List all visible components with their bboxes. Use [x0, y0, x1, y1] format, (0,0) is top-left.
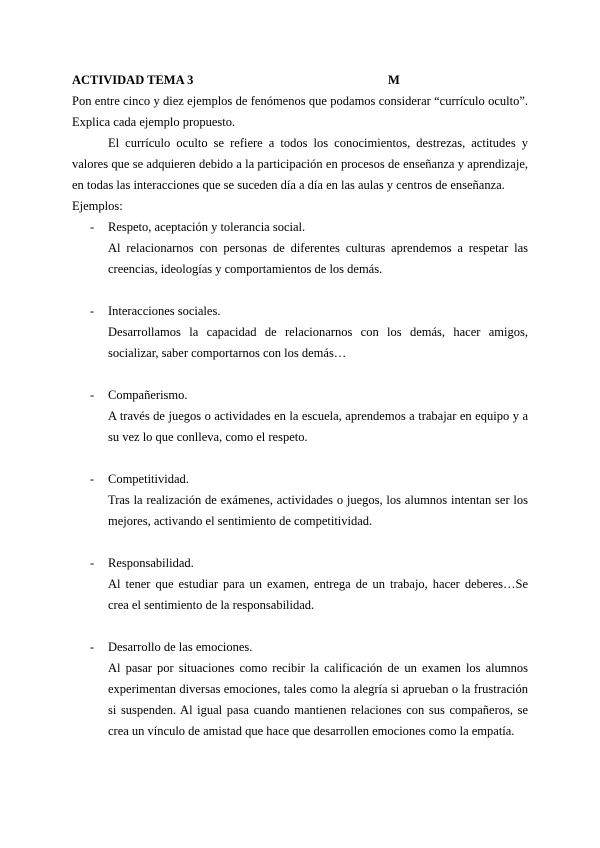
- activity-title: ACTIVIDAD TEMA 3: [72, 73, 194, 87]
- bullet-dash: -: [90, 220, 95, 234]
- example-name: Compañerismo.: [108, 388, 188, 402]
- example-name: Interacciones sociales.: [108, 304, 221, 318]
- bullet-dash: -: [90, 556, 95, 570]
- bullet-dash: -: [90, 304, 95, 318]
- example-description: Tras la realización de exámenes, actividades o juegos, los alumnos intentan ser los mejores, activando el sentimiento de competitividad.: [108, 493, 528, 528]
- example-description: Al pasar por situaciones como recibir la calificación de un examen los alumnos experimentan diversas emociones, tales como la alegría si aprueban o la frustración si suspenden. Al igual pasa cuando mantienen relaciones con sus compañeros, se crea un vínculo de amistad que hace que desarrollen emociones como la empatía.: [108, 661, 528, 738]
- example-name: Desarrollo de las emociones.: [108, 640, 253, 654]
- examples-label: Ejemplos:: [72, 199, 123, 213]
- example-description: A través de juegos o actividades en la escuela, aprendemos a trabajar en equipo y a su vez lo que conlleva, como el respeto.: [108, 409, 528, 444]
- list-item: [72, 301, 528, 364]
- intro-paragraph: El currículo oculto se refiere a todos los conocimientos, destrezas, actitudes y valores que se adquieren debido a la participación en procesos de enseñanza y aprendizaje, en todas las interacciones que se suceden día a día en las aulas y centros de enseñanza.: [72, 136, 528, 192]
- document-header: [72, 70, 528, 91]
- list-item: [72, 637, 528, 742]
- examples-list: [72, 217, 528, 742]
- list-item: [72, 553, 528, 616]
- example-description: Al relacionarnos con personas de diferentes culturas aprendemos a respetar las creencias, ideologías y comportamientos de los demás.: [108, 241, 528, 276]
- bullet-dash: -: [90, 640, 95, 654]
- assignment-prompt: Pon entre cinco y diez ejemplos de fenómenos que podamos considerar “currículo oculto”. Explica cada ejemplo propuesto.: [72, 94, 528, 129]
- example-name: Respeto, aceptación y tolerancia social.: [108, 220, 306, 234]
- example-name: Responsabilidad.: [108, 556, 194, 570]
- bullet-dash: -: [90, 472, 95, 486]
- example-name: Competitividad.: [108, 472, 189, 486]
- example-description: Desarrollamos la capacidad de relacionarnos con los demás, hacer amigos, socializar, saber comportarnos con los demás…: [108, 325, 528, 360]
- list-item: [72, 469, 528, 532]
- bullet-dash: -: [90, 388, 95, 402]
- example-description: Al tener que estudiar para un examen, entrega de un trabajo, hacer deberes…Se crea el sentimiento de la responsabilidad.: [108, 577, 528, 612]
- list-item: [72, 385, 528, 448]
- author-initial: M: [388, 73, 400, 87]
- list-item: [72, 217, 528, 280]
